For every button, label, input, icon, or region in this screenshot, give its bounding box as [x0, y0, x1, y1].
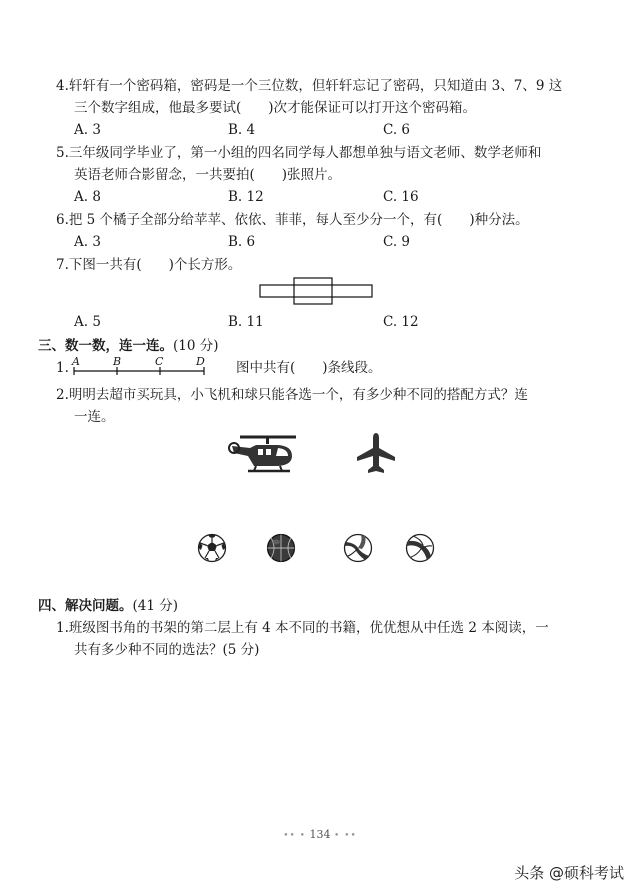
q5-line2: 英语老师合影留念，一共要拍( )张照片。 [74, 167, 342, 183]
section3-title: 三、数一数，连一连。 [38, 338, 173, 354]
s3-q2-line2: 一连。 [74, 409, 115, 425]
section3-points: (10 分) [173, 338, 219, 354]
section4-heading [38, 597, 178, 615]
q5-line1: 5.三年级同学毕业了，第一小组的四名同学每人都想单独与语文老师、数学老师和 [56, 145, 542, 161]
segment-label-b: B [113, 355, 122, 368]
q6-option-b: B. 6 [228, 234, 256, 250]
line-segment-figure [72, 366, 206, 376]
s3-q1-text: 图中共有( )条线段。 [236, 360, 382, 376]
s4-q1-line1: 1.班级图书角的书架的第二层上有 4 本不同的书籍，优优想从中任选 2 本阅读，一 [56, 620, 549, 636]
q5-option-a: A. 8 [74, 189, 101, 205]
section4-points: (41 分) [132, 598, 179, 614]
segment-label-d: D [196, 355, 205, 368]
volleyball-icon [343, 533, 373, 563]
section3-heading [38, 337, 219, 355]
q6-line1: 6.把 5 个橘子全部分给苹苹、依依、菲菲，每人至少分一个，有( )种分法。 [56, 212, 529, 228]
segment-label-a: A [72, 355, 80, 368]
segment-label-c: C [155, 355, 164, 368]
page-footer [0, 828, 640, 841]
rectangles-figure [258, 276, 374, 306]
q4-line1: 4.轩轩有一个密码箱，密码是一个三位数，但轩轩忘记了密码，只知道由 3、7、9 这 [56, 78, 563, 94]
footer-dots-right: • •• [334, 831, 357, 841]
q7-line1: 7.下图一共有( )个长方形。 [56, 257, 242, 273]
page-number: 134 [309, 828, 331, 841]
footer-dots-left: •• • [283, 831, 306, 841]
q7-option-a: A. 5 [74, 314, 101, 330]
q6-option-a: A. 3 [74, 234, 101, 250]
airplane-icon [356, 432, 396, 474]
basketball-icon [266, 533, 296, 563]
q5-option-c: C. 16 [383, 189, 419, 205]
q4-option-b: B. 4 [228, 122, 256, 138]
volleyball-striped-icon [405, 533, 435, 563]
q4-option-a: A. 3 [74, 122, 101, 138]
q5-option-b: B. 12 [228, 189, 264, 205]
q7-option-c: C. 12 [383, 314, 419, 330]
q4-option-c: C. 6 [383, 122, 411, 138]
s4-q1-line2: 共有多少种不同的选法？(5 分) [74, 642, 260, 658]
section4-title: 四、解决问题。 [38, 598, 133, 614]
q7-option-b: B. 11 [228, 314, 264, 330]
q6-option-c: C. 9 [383, 234, 411, 250]
watermark: 头条 @硕科考试 [514, 864, 624, 882]
s3-q1-prefix: 1. [56, 360, 69, 376]
s3-q2-line1: 2.明明去超市买玩具，小飞机和球只能各选一个，有多少种不同的搭配方式？连 [56, 387, 528, 403]
soccer-ball-icon [197, 533, 227, 563]
helicopter-icon [226, 434, 298, 474]
q4-line2: 三个数字组成，他最多要试( )次才能保证可以打开这个密码箱。 [74, 100, 477, 116]
